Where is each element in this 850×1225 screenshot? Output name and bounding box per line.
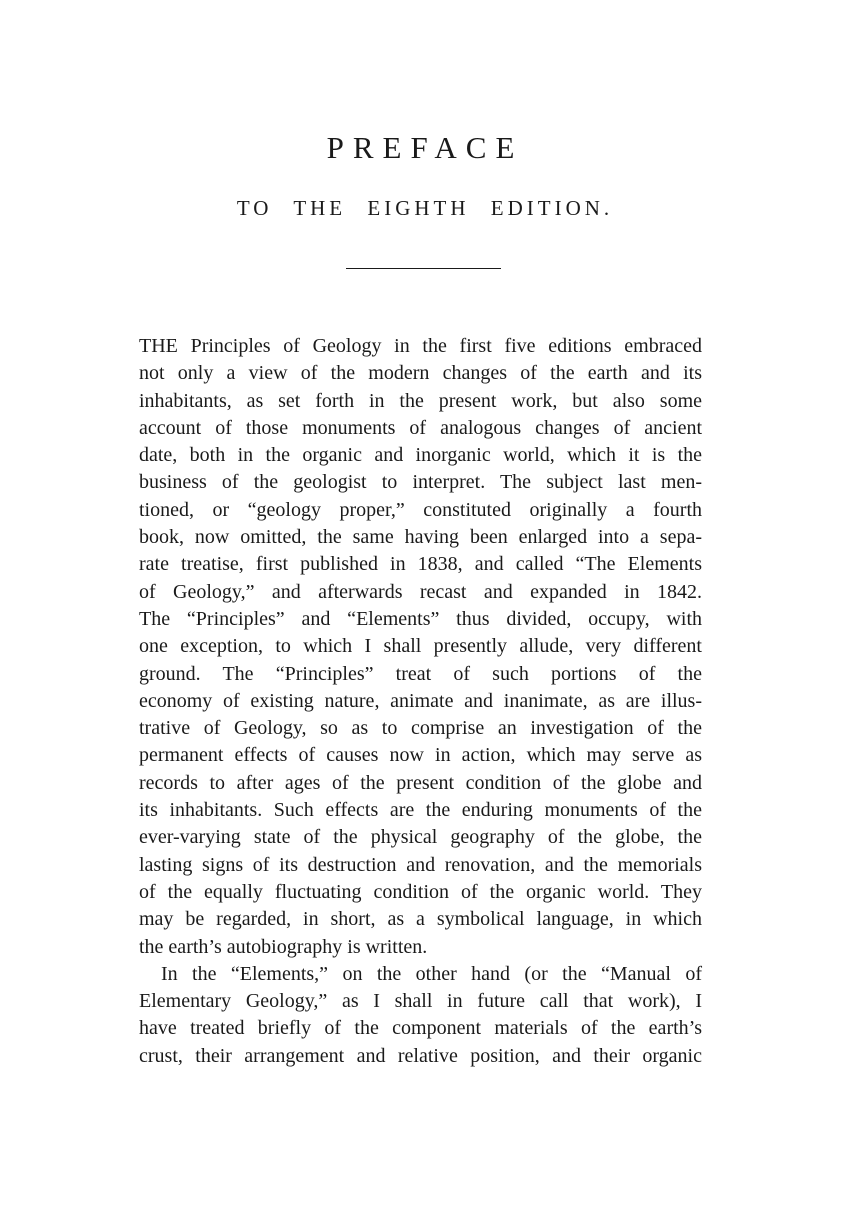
text-line: account of those monuments of analogous changes of ancient <box>139 416 702 439</box>
text-line: The “Principles” and “Elements” thus divided, occupy, with <box>139 607 702 630</box>
text-line: its inhabitants. Such effects are the enduring monuments of the <box>139 799 702 822</box>
text-line: economy of existing nature, animate and inanimate, as are illus- <box>139 689 702 712</box>
body-text <box>139 333 702 1070</box>
text-line: rate treatise, first published in 1838, and called “The Elements <box>139 553 702 576</box>
text-line: of the equally fluctuating condition of the organic world. They <box>139 880 702 903</box>
text-line: tioned, or “geology proper,” constituted originally a fourth <box>139 498 702 521</box>
text-line: of Geology,” and afterwards recast and expanded in 1842. <box>139 580 702 603</box>
text-line: trative of Geology, so as to comprise an investigation of the <box>139 717 702 740</box>
text-line: permanent effects of causes now in action, which may serve as <box>139 744 702 767</box>
text-line: not only a view of the modern changes of the earth and its <box>139 362 702 385</box>
text-line: crust, their arrangement and relative position, and their organic <box>139 1044 702 1067</box>
text-line: Elementary Geology,” as I shall in future call that work), I <box>139 990 702 1013</box>
text-line: records to after ages of the present condition of the globe and <box>139 771 702 794</box>
text-line: business of the geologist to interpret. The subject last men- <box>139 471 702 494</box>
page-subtitle: TO THE EIGHTH EDITION. <box>236 196 614 220</box>
page-title: PREFACE <box>326 130 524 165</box>
text-line: the earth’s autobiography is written. <box>139 935 428 958</box>
text-line: book, now omitted, the same having been enlarged into a sepa- <box>139 526 702 549</box>
text-line: may be regarded, in short, as a symbolical language, in which <box>139 908 702 931</box>
text-line: ground. The “Principles” treat of such portions of the <box>139 662 702 685</box>
text-line: THE Principles of Geology in the first five editions embraced <box>139 335 702 357</box>
text-line: ever-varying state of the physical geography of the globe, the <box>139 826 702 849</box>
text-line: date, both in the organic and inorganic world, which it is the <box>139 444 702 467</box>
text-line: one exception, to which I shall presently allude, very different <box>139 635 702 658</box>
text-line: inhabitants, as set forth in the present work, but also some <box>139 389 702 412</box>
text-line: lasting signs of its destruction and renovation, and the memorials <box>139 853 702 876</box>
divider-rule <box>346 268 501 269</box>
text-line: have treated briefly of the component materials of the earth’s <box>139 1017 702 1040</box>
text-line: In the “Elements,” on the other hand (or the “Manual of <box>161 962 702 985</box>
